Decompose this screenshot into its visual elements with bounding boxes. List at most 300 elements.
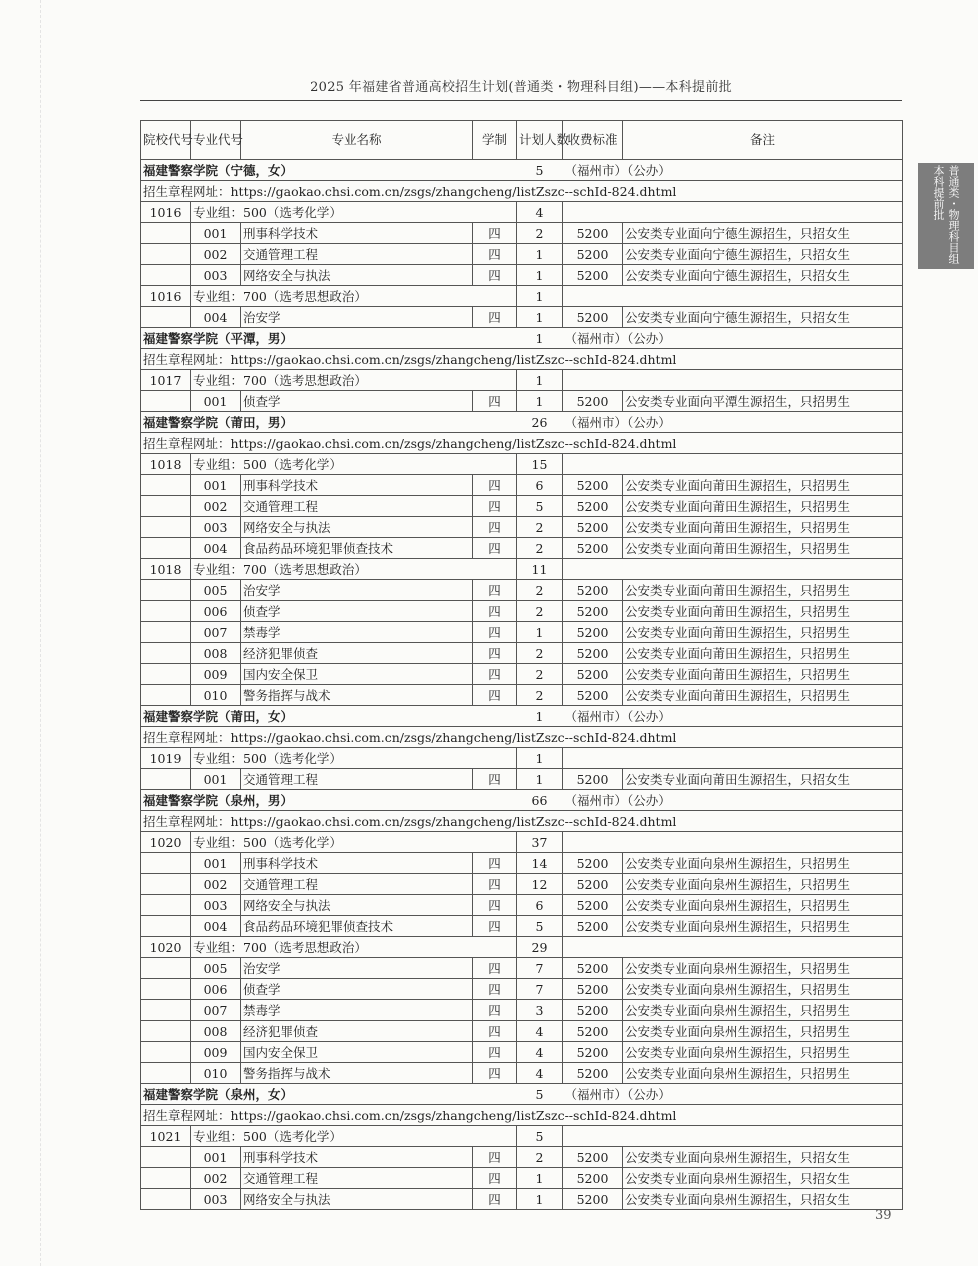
major-fee: 5200: [563, 1147, 623, 1168]
charter-url: 招生章程网址：https://gaokao.chsi.com.cn/zsgs/zhangcheng/listZszc--schId-824.dhtml: [141, 1105, 903, 1126]
empty-school-code: [141, 1000, 191, 1021]
major-row: [141, 475, 903, 496]
group-school-code: 1020: [141, 937, 191, 958]
empty-school-code: [141, 958, 191, 979]
major-row: [141, 643, 903, 664]
group-empty: [563, 202, 903, 223]
major-row: [141, 1147, 903, 1168]
major-fee: 5200: [563, 601, 623, 622]
major-fee: 5200: [563, 916, 623, 937]
major-note: 公安类专业面向泉州生源招生，只招男生: [623, 979, 903, 1000]
group-school-code: 1021: [141, 1126, 191, 1147]
major-fee: 5200: [563, 958, 623, 979]
major-note: 公安类专业面向宁德生源招生，只招女生: [623, 265, 903, 286]
empty-school-code: [141, 496, 191, 517]
major-years: 四: [473, 769, 517, 790]
header-rule: [140, 100, 902, 101]
major-code: 004: [191, 916, 241, 937]
table-header-row: [141, 121, 903, 160]
major-plan-count: 1: [517, 391, 563, 412]
major-plan-count: 1: [517, 265, 563, 286]
major-plan-count: 7: [517, 979, 563, 1000]
major-group-row: [141, 454, 903, 475]
major-plan-count: 3: [517, 1000, 563, 1021]
school-location-note: （福州市）（公办）: [563, 160, 903, 181]
group-plan-count: 15: [517, 454, 563, 475]
major-name: 治安学: [241, 307, 473, 328]
empty-school-code: [141, 664, 191, 685]
major-row: [141, 601, 903, 622]
major-row: [141, 769, 903, 790]
major-plan-count: 4: [517, 1063, 563, 1084]
major-code: 001: [191, 223, 241, 244]
school-location-note: （福州市）（公办）: [563, 328, 903, 349]
empty-school-code: [141, 622, 191, 643]
major-note: 公安类专业面向宁德生源招生，只招女生: [623, 244, 903, 265]
major-name: 刑事科学技术: [241, 475, 473, 496]
major-fee: 5200: [563, 1000, 623, 1021]
major-years: 四: [473, 223, 517, 244]
major-years: 四: [473, 307, 517, 328]
charter-url-row: [141, 727, 903, 748]
group-school-code: 1018: [141, 454, 191, 475]
empty-school-code: [141, 853, 191, 874]
major-years: 四: [473, 853, 517, 874]
col-header-major-name: 专业名称: [241, 121, 473, 160]
major-plan-count: 2: [517, 1147, 563, 1168]
major-note: 公安类专业面向莆田生源招生，只招男生: [623, 622, 903, 643]
major-note: 公安类专业面向泉州生源招生，只招男生: [623, 1000, 903, 1021]
major-years: 四: [473, 916, 517, 937]
major-code: 010: [191, 685, 241, 706]
major-fee: 5200: [563, 1168, 623, 1189]
empty-school-code: [141, 244, 191, 265]
empty-school-code: [141, 223, 191, 244]
group-empty: [563, 454, 903, 475]
major-fee: 5200: [563, 664, 623, 685]
major-years: 四: [473, 874, 517, 895]
major-note: 公安类专业面向泉州生源招生，只招女生: [623, 1168, 903, 1189]
group-plan-count: 1: [517, 748, 563, 769]
major-note: 公安类专业面向莆田生源招生，只招男生: [623, 517, 903, 538]
major-note: 公安类专业面向泉州生源招生，只招男生: [623, 853, 903, 874]
empty-school-code: [141, 685, 191, 706]
major-code: 002: [191, 874, 241, 895]
major-years: 四: [473, 517, 517, 538]
major-name: 禁毒学: [241, 1000, 473, 1021]
major-plan-count: 2: [517, 685, 563, 706]
empty-school-code: [141, 391, 191, 412]
page-header: 2025 年福建省普通高校招生计划(普通类・物理科目组)——本科提前批: [310, 80, 732, 95]
major-plan-count: 4: [517, 1042, 563, 1063]
group-label: 专业组：500（选考化学）: [191, 202, 517, 223]
major-fee: 5200: [563, 517, 623, 538]
group-school-code: 1016: [141, 286, 191, 307]
major-name: 交通管理工程: [241, 769, 473, 790]
major-row: [141, 1042, 903, 1063]
charter-url: 招生章程网址：https://gaokao.chsi.com.cn/zsgs/zhangcheng/listZszc--schId-824.dhtml: [141, 181, 903, 202]
school-name: 福建警察学院（泉州，男）: [141, 790, 517, 811]
school-plan-count: 5: [517, 1084, 563, 1105]
major-row: [141, 1168, 903, 1189]
major-plan-count: 2: [517, 517, 563, 538]
major-plan-count: 1: [517, 1189, 563, 1210]
major-fee: 5200: [563, 853, 623, 874]
charter-url-row: [141, 433, 903, 454]
major-years: 四: [473, 1147, 517, 1168]
school-plan-count: 5: [517, 160, 563, 181]
major-years: 四: [473, 1042, 517, 1063]
major-code: 008: [191, 643, 241, 664]
major-code: 001: [191, 1147, 241, 1168]
empty-school-code: [141, 979, 191, 1000]
major-plan-count: 2: [517, 223, 563, 244]
school-location-note: （福州市）（公办）: [563, 790, 903, 811]
major-row: [141, 979, 903, 1000]
empty-school-code: [141, 769, 191, 790]
major-name: 经济犯罪侦查: [241, 643, 473, 664]
major-row: [141, 853, 903, 874]
major-name: 侦查学: [241, 601, 473, 622]
major-code: 009: [191, 664, 241, 685]
empty-school-code: [141, 475, 191, 496]
major-plan-count: 1: [517, 769, 563, 790]
col-header-plan-count: 计划人数: [517, 121, 563, 160]
charter-url: 招生章程网址：https://gaokao.chsi.com.cn/zsgs/zhangcheng/listZszc--schId-824.dhtml: [141, 811, 903, 832]
major-name: 侦查学: [241, 391, 473, 412]
major-fee: 5200: [563, 1021, 623, 1042]
major-code: 001: [191, 853, 241, 874]
major-row: [141, 307, 903, 328]
school-row: [141, 790, 903, 811]
major-plan-count: 1: [517, 307, 563, 328]
major-fee: 5200: [563, 475, 623, 496]
major-fee: 5200: [563, 622, 623, 643]
group-school-code: 1017: [141, 370, 191, 391]
major-years: 四: [473, 538, 517, 559]
major-plan-count: 2: [517, 643, 563, 664]
major-code: 007: [191, 622, 241, 643]
major-plan-count: 5: [517, 916, 563, 937]
side-tab-line1: 普通类・物理科目组: [947, 165, 960, 264]
side-tab: [918, 163, 974, 269]
school-name: 福建警察学院（莆田，男）: [141, 412, 517, 433]
major-note: 公安类专业面向泉州生源招生，只招男生: [623, 958, 903, 979]
major-years: 四: [473, 580, 517, 601]
major-note: 公安类专业面向莆田生源招生，只招男生: [623, 496, 903, 517]
table-body: [141, 160, 903, 1210]
major-years: 四: [473, 265, 517, 286]
empty-school-code: [141, 538, 191, 559]
major-name: 网络安全与执法: [241, 1189, 473, 1210]
page-number: 39: [875, 1208, 892, 1223]
major-years: 四: [473, 895, 517, 916]
major-years: 四: [473, 391, 517, 412]
school-name: 福建警察学院（宁德，女）: [141, 160, 517, 181]
major-name: 刑事科学技术: [241, 853, 473, 874]
major-fee: 5200: [563, 769, 623, 790]
major-years: 四: [473, 1063, 517, 1084]
group-empty: [563, 832, 903, 853]
major-fee: 5200: [563, 895, 623, 916]
major-note: 公安类专业面向莆田生源招生，只招男生: [623, 580, 903, 601]
group-plan-count: 5: [517, 1126, 563, 1147]
major-fee: 5200: [563, 1042, 623, 1063]
major-fee: 5200: [563, 307, 623, 328]
empty-school-code: [141, 1168, 191, 1189]
major-row: [141, 916, 903, 937]
major-group-row: [141, 559, 903, 580]
group-empty: [563, 370, 903, 391]
school-name: 福建警察学院（莆田，女）: [141, 706, 517, 727]
empty-school-code: [141, 1042, 191, 1063]
major-fee: 5200: [563, 979, 623, 1000]
major-fee: 5200: [563, 538, 623, 559]
col-header-notes: 备注: [623, 121, 903, 160]
major-group-row: [141, 370, 903, 391]
major-years: 四: [473, 601, 517, 622]
major-note: 公安类专业面向泉州生源招生，只招男生: [623, 1063, 903, 1084]
group-plan-count: 11: [517, 559, 563, 580]
major-row: [141, 1063, 903, 1084]
school-plan-count: 66: [517, 790, 563, 811]
major-name: 国内安全保卫: [241, 1042, 473, 1063]
group-label: 专业组：500（选考化学）: [191, 1126, 517, 1147]
charter-url-row: [141, 811, 903, 832]
major-note: 公安类专业面向莆田生源招生，只招男生: [623, 664, 903, 685]
major-note: 公安类专业面向莆田生源招生，只招男生: [623, 685, 903, 706]
major-code: 003: [191, 1189, 241, 1210]
group-label: 专业组：700（选考思想政治）: [191, 937, 517, 958]
group-label: 专业组：700（选考思想政治）: [191, 370, 517, 391]
major-years: 四: [473, 1000, 517, 1021]
major-fee: 5200: [563, 580, 623, 601]
major-note: 公安类专业面向宁德生源招生，只招女生: [623, 223, 903, 244]
major-fee: 5200: [563, 244, 623, 265]
major-plan-count: 2: [517, 580, 563, 601]
major-code: 001: [191, 475, 241, 496]
major-name: 网络安全与执法: [241, 895, 473, 916]
group-plan-count: 37: [517, 832, 563, 853]
school-row: [141, 1084, 903, 1105]
major-name: 交通管理工程: [241, 874, 473, 895]
major-row: [141, 874, 903, 895]
major-plan-count: 7: [517, 958, 563, 979]
empty-school-code: [141, 1189, 191, 1210]
major-note: 公安类专业面向泉州生源招生，只招男生: [623, 895, 903, 916]
empty-school-code: [141, 580, 191, 601]
major-row: [141, 685, 903, 706]
major-name: 禁毒学: [241, 622, 473, 643]
major-row: [141, 391, 903, 412]
empty-school-code: [141, 643, 191, 664]
major-fee: 5200: [563, 496, 623, 517]
major-note: 公安类专业面向莆田生源招生，只招男生: [623, 601, 903, 622]
major-row: [141, 958, 903, 979]
major-plan-count: 4: [517, 1021, 563, 1042]
major-fee: 5200: [563, 643, 623, 664]
major-code: 003: [191, 265, 241, 286]
school-location-note: （福州市）（公办）: [563, 706, 903, 727]
major-note: 公安类专业面向泉州生源招生，只招男生: [623, 916, 903, 937]
major-fee: 5200: [563, 874, 623, 895]
major-code: 004: [191, 307, 241, 328]
major-name: 刑事科学技术: [241, 1147, 473, 1168]
major-plan-count: 6: [517, 895, 563, 916]
group-plan-count: 1: [517, 370, 563, 391]
major-code: 004: [191, 538, 241, 559]
major-name: 网络安全与执法: [241, 517, 473, 538]
major-plan-count: 2: [517, 664, 563, 685]
major-code: 005: [191, 580, 241, 601]
major-name: 交通管理工程: [241, 1168, 473, 1189]
major-years: 四: [473, 958, 517, 979]
school-plan-count: 1: [517, 328, 563, 349]
school-plan-count: 1: [517, 706, 563, 727]
major-group-row: [141, 286, 903, 307]
major-plan-count: 1: [517, 1168, 563, 1189]
school-row: [141, 328, 903, 349]
empty-school-code: [141, 895, 191, 916]
group-label: 专业组：500（选考化学）: [191, 748, 517, 769]
major-group-row: [141, 832, 903, 853]
major-note: 公安类专业面向平潭生源招生，只招男生: [623, 391, 903, 412]
group-label: 专业组：500（选考化学）: [191, 832, 517, 853]
major-row: [141, 895, 903, 916]
group-plan-count: 1: [517, 286, 563, 307]
major-row: [141, 580, 903, 601]
group-school-code: 1019: [141, 748, 191, 769]
group-empty: [563, 748, 903, 769]
col-header-major-code: 专业代号: [191, 121, 241, 160]
major-code: 002: [191, 496, 241, 517]
school-location-note: （福州市）（公办）: [563, 1084, 903, 1105]
major-plan-count: 6: [517, 475, 563, 496]
major-name: 刑事科学技术: [241, 223, 473, 244]
major-code: 005: [191, 958, 241, 979]
charter-url: 招生章程网址：https://gaokao.chsi.com.cn/zsgs/zhangcheng/listZszc--schId-824.dhtml: [141, 433, 903, 454]
group-plan-count: 4: [517, 202, 563, 223]
group-plan-count: 29: [517, 937, 563, 958]
major-name: 食品药品环境犯罪侦查技术: [241, 916, 473, 937]
major-fee: 5200: [563, 391, 623, 412]
empty-school-code: [141, 1021, 191, 1042]
major-group-row: [141, 748, 903, 769]
major-note: 公安类专业面向泉州生源招生，只招女生: [623, 1147, 903, 1168]
group-label: 专业组：500（选考化学）: [191, 454, 517, 475]
major-code: 009: [191, 1042, 241, 1063]
major-fee: 5200: [563, 223, 623, 244]
major-row: [141, 538, 903, 559]
major-years: 四: [473, 643, 517, 664]
major-note: 公安类专业面向宁德生源招生，只招女生: [623, 307, 903, 328]
major-note: 公安类专业面向莆田生源招生，只招男生: [623, 538, 903, 559]
school-row: [141, 412, 903, 433]
major-code: 003: [191, 895, 241, 916]
major-group-row: [141, 202, 903, 223]
major-name: 网络安全与执法: [241, 265, 473, 286]
major-note: 公安类专业面向泉州生源招生，只招男生: [623, 1021, 903, 1042]
major-code: 002: [191, 244, 241, 265]
major-years: 四: [473, 496, 517, 517]
charter-url-row: [141, 349, 903, 370]
major-plan-count: 14: [517, 853, 563, 874]
major-plan-count: 12: [517, 874, 563, 895]
major-plan-count: 5: [517, 496, 563, 517]
major-fee: 5200: [563, 685, 623, 706]
major-years: 四: [473, 622, 517, 643]
major-years: 四: [473, 1189, 517, 1210]
major-name: 食品药品环境犯罪侦查技术: [241, 538, 473, 559]
group-label: 专业组：700（选考思想政治）: [191, 559, 517, 580]
empty-school-code: [141, 307, 191, 328]
major-fee: 5200: [563, 1063, 623, 1084]
major-code: 001: [191, 769, 241, 790]
major-note: 公安类专业面向莆田生源招生，只招男生: [623, 643, 903, 664]
school-row: [141, 160, 903, 181]
major-group-row: [141, 1126, 903, 1147]
major-name: 交通管理工程: [241, 496, 473, 517]
empty-school-code: [141, 601, 191, 622]
empty-school-code: [141, 517, 191, 538]
major-row: [141, 244, 903, 265]
group-empty: [563, 937, 903, 958]
major-years: 四: [473, 664, 517, 685]
major-row: [141, 265, 903, 286]
school-name: 福建警察学院（泉州，女）: [141, 1084, 517, 1105]
major-code: 001: [191, 391, 241, 412]
major-note: 公安类专业面向莆田生源招生，只招女生: [623, 769, 903, 790]
major-years: 四: [473, 244, 517, 265]
major-years: 四: [473, 979, 517, 1000]
major-row: [141, 1000, 903, 1021]
empty-school-code: [141, 1063, 191, 1084]
major-name: 警务指挥与战术: [241, 1063, 473, 1084]
enrollment-table: [140, 120, 903, 1210]
major-years: 四: [473, 1168, 517, 1189]
major-fee: 5200: [563, 1189, 623, 1210]
empty-school-code: [141, 916, 191, 937]
empty-school-code: [141, 1147, 191, 1168]
group-empty: [563, 1126, 903, 1147]
group-school-code: 1020: [141, 832, 191, 853]
charter-url-row: [141, 1105, 903, 1126]
major-code: 008: [191, 1021, 241, 1042]
major-row: [141, 664, 903, 685]
group-school-code: 1018: [141, 559, 191, 580]
major-row: [141, 223, 903, 244]
major-code: 007: [191, 1000, 241, 1021]
major-name: 经济犯罪侦查: [241, 1021, 473, 1042]
charter-url-row: [141, 181, 903, 202]
major-plan-count: 1: [517, 622, 563, 643]
major-name: 国内安全保卫: [241, 664, 473, 685]
school-plan-count: 26: [517, 412, 563, 433]
major-years: 四: [473, 685, 517, 706]
major-row: [141, 1021, 903, 1042]
col-header-fee: 收费标准: [563, 121, 623, 160]
charter-url: 招生章程网址：https://gaokao.chsi.com.cn/zsgs/zhangcheng/listZszc--schId-824.dhtml: [141, 349, 903, 370]
major-row: [141, 496, 903, 517]
school-row: [141, 706, 903, 727]
major-group-row: [141, 937, 903, 958]
major-code: 006: [191, 979, 241, 1000]
major-plan-count: 2: [517, 601, 563, 622]
major-code: 002: [191, 1168, 241, 1189]
major-row: [141, 1189, 903, 1210]
major-row: [141, 622, 903, 643]
col-header-school-code: 院校代号: [141, 121, 191, 160]
